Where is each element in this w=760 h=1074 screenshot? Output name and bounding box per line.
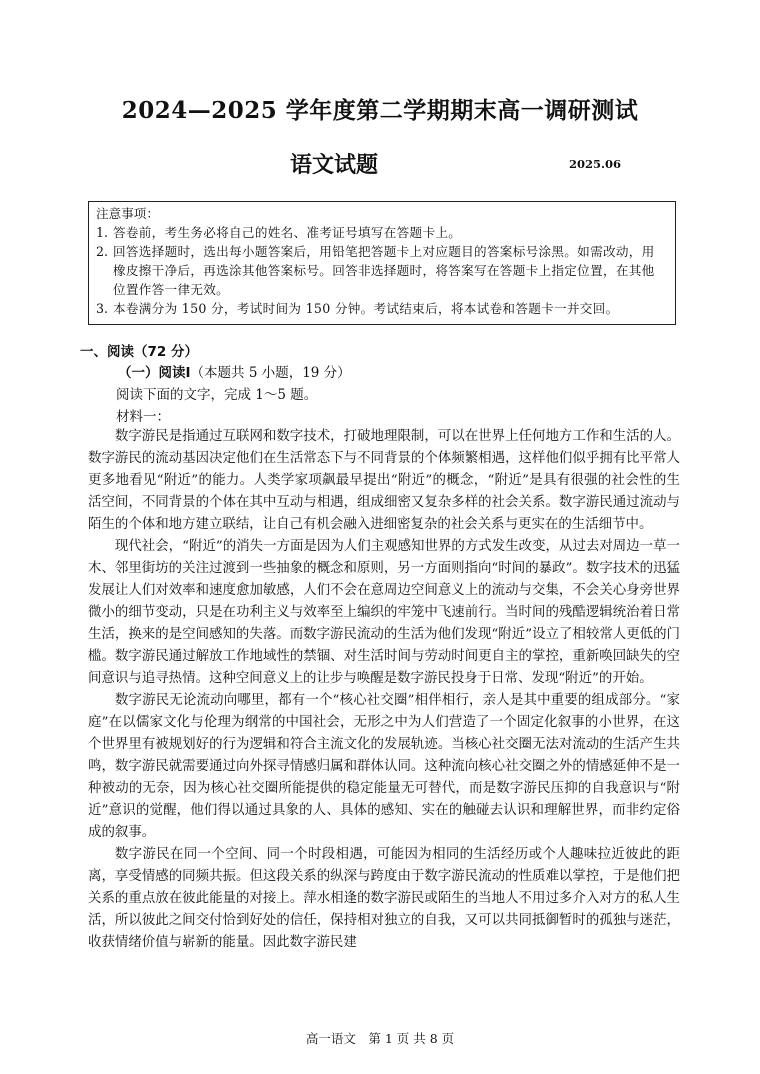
material-label: 材料一： <box>116 409 170 425</box>
notice-item-number: 3. <box>96 301 109 316</box>
subsection-heading <box>118 361 351 381</box>
section-heading: 一、阅读（72 分） <box>80 344 198 360</box>
notice-box <box>88 201 676 325</box>
passage-paragraph: 数字游民无论流动向哪里，都有一个“核心社交圈”相伴相行，亲人是其中重要的组成部分。“家庭”在以儒家文化与伦理为纲常的中国社会，无形之中为人们营造了一个固定化叙事的小世界，在这个世界里有被规划好的行为逻辑和符合主流文化的发展轨迹。当核心社交圈无法对流动的生活产生共鸣，数字游民就需要通过向外探寻情感归属和群体认同。这种流向核心社交圈之外的情感延伸不是一种被动的无奈，因为核心社交圈所能提供的稳定能量无可替代，而是数字游民压抑的自我意识与“附近”意识的觉醒，他们得以通过具象的人、具体的感知、实在的触碰去认识和理解世界，而非约定俗成的叙事。 <box>88 693 680 840</box>
notice-item <box>96 242 667 299</box>
subsection-label: （一）阅读Ⅰ <box>118 365 191 381</box>
notice-item-text: 回答选择题时，选出每小题答案后，用铅笔把答题卡上对应题目的答案标号涂黑。如需改动，用橡皮擦干净后，再选涂其他答案标号。回答非选择题时，将答案写在答题卡上指定位置，在其他位置作答一律无效。 <box>113 244 655 297</box>
notice-item-number: 2. <box>96 244 109 259</box>
reading-instruction: 阅读下面的文字，完成 1～5 题。 <box>116 387 318 403</box>
exam-date: 2025.06 <box>569 157 622 171</box>
page-footer: 高一语文 第 1 页 共 8 页 <box>305 1031 455 1046</box>
notice-item <box>96 223 667 242</box>
passage-body <box>88 426 680 954</box>
passage-paragraph: 现代社会，“附近”的消失一方面是因为人们主观感知世界的方式发生改变，从过去对周边一草一木、邻里街坊的关注过渡到一些抽象的概念和原则，另一方面则指向“时间的暴政”。数字技术的迅猛发展让人们对效率和速度愈加敏感，人们不会在意周边空间意义上的流动与交集，不会关心身旁世界微小的细节变动，只是在功利主义与效率至上编织的牢笼中飞速前行。当时间的残酷逻辑统治着日常生活，换来的是空间感知的失落。而数字游民流动的生活为他们发现“附近”设立了相较常人更低的门槛。数字游民通过解放工作地域性的禁锢、对生活时间与劳动时间更自主的掌控，重新唤回缺失的空间意识与追寻热情。这种空间意义上的让步与唤醒是数字游民投身于日常、发现“附近”的开始。 <box>88 539 680 686</box>
notice-item-number: 1. <box>96 225 109 240</box>
notice-heading: 注意事项： <box>96 206 159 221</box>
passage-paragraph: 数字游民是指通过互联网和数字技术，打破地理限制，可以在世界上任何地方工作和生活的人。数字游民的流动基因决定他们在生活常态下与不同背景的个体频繁相遇，这样他们似乎拥有比平常人更多地看见“附近”的能力。人类学家项飙最早提出“附近”的概念，“附近”是具有很强的社会性的生活空间，不同背景的个体在其中互动与相遇，组成细密又复杂多样的社会关系。数字游民通过流动与陌生的个体和地方建立联结，让自己有机会融入进细密复杂的社会关系与更实在的生活细节中。 <box>88 429 680 532</box>
notice-item-text: 本卷满分为 150 分，考试时间为 150 分钟。考试结束后，将本试卷和答题卡一并交回。 <box>113 301 619 316</box>
notice-item-text: 答卷前，考生务必将自己的姓名、准考证号填写在答题卡上。 <box>113 225 462 240</box>
notice-item <box>96 299 667 318</box>
subsection-detail: （本题共 5 小题，19 分） <box>190 365 351 381</box>
passage-paragraph: 数字游民在同一个空间、同一个时段相遇，可能因为相同的生活经历或个人趣味拉近彼此的距离，享受情感的同频共振。但这段关系的纵深与跨度由于数字游民流动的性质难以掌控，于是他们把关系的重点放在彼此能量的对接上。萍水相逢的数字游民或陌生的当地人不用过多介入对方的私人生活，所以彼此之间交付恰到好处的信任，保持相对独立的自我，又可以共同抵御暂时的孤独与迷茫，收获情绪价值与崭新的能量。因此数字游民建 <box>88 847 680 950</box>
exam-title: 2024—2025 学年度第二学期期末高一调研测试 <box>121 97 639 124</box>
subject-title: 语文试题 <box>290 152 379 178</box>
